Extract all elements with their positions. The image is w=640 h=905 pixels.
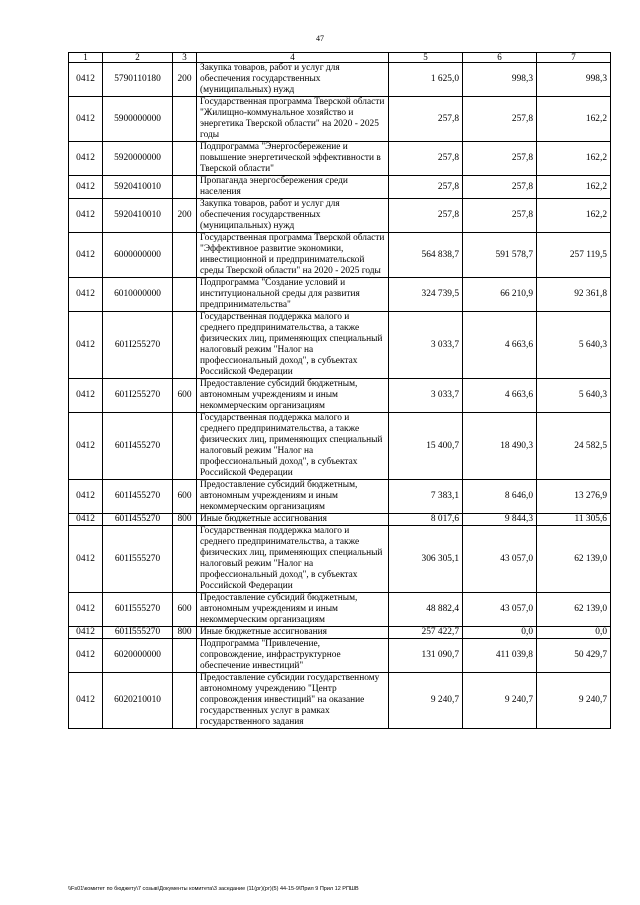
target-article-cell: 5790110180 [103,63,173,97]
expense-type-cell: 800 [173,627,197,639]
table-row [69,526,611,593]
amount-year1-cell: 48 882,4 [389,593,463,627]
name-cell: Государственная поддержка малого и среднего предпринимательства, а также физических лиц, применяющих специальный налоговый режим "Налог на профессиональный доход", в субъектах Российской Федерации [197,312,389,379]
name-cell: Предоставление субсидий бюджетным, автономным учреждениям и иным некоммерческим организациям [197,480,389,514]
name-cell: Подпрограмма "Создание условий и институциональной среды для развития предпринимательства" [197,278,389,312]
name-cell: Государственная поддержка малого и среднего предпринимательства, а также физических лиц, применяющих специальный налоговый режим "Налог на профессиональный доход", в субъектах Российской Федерации [197,413,389,480]
amount-year3-cell: 162,2 [537,199,611,233]
target-article-cell: 601I555270 [103,593,173,627]
amount-year3-cell: 92 361,8 [537,278,611,312]
name-cell: Предоставление субсидии государственному автономному учреждению "Центр сопровождения инвестиций" на оказание государственных услуг в рамках государственного задания [197,673,389,729]
section-code-cell: 0412 [69,514,103,526]
amount-year3-cell: 62 139,0 [537,593,611,627]
col-header-7: 7 [537,53,611,63]
col-header-4: 4 [197,53,389,63]
amount-year1-cell: 15 400,7 [389,413,463,480]
col-header-3: 3 [173,53,197,63]
amount-year1-cell: 8 017,6 [389,514,463,526]
table-body [69,63,611,729]
footer-path: \\Fs01\комитет по бюджету\7 созыв\Документы комитета\3 заседание (11(рг)(рг)(5) 44-15-9\Прил 9 Прил 12 РПШВ [68,886,359,892]
target-article-cell: 6010000000 [103,278,173,312]
amount-year2-cell: 257,8 [463,176,537,199]
table-row [69,413,611,480]
table-row [69,97,611,142]
col-header-5: 5 [389,53,463,63]
name-cell: Пропаганда энергосбережения среди населения [197,176,389,199]
amount-year1-cell: 1 625,0 [389,63,463,97]
amount-year2-cell: 998,3 [463,63,537,97]
section-code-cell: 0412 [69,673,103,729]
amount-year2-cell: 257,8 [463,199,537,233]
table-row [69,627,611,639]
expense-type-cell [173,526,197,593]
amount-year3-cell: 162,2 [537,97,611,142]
col-header-1: 1 [69,53,103,63]
target-article-cell: 5920410010 [103,199,173,233]
table-row [69,278,611,312]
amount-year1-cell: 257,8 [389,142,463,176]
expense-type-cell: 200 [173,199,197,233]
expense-type-cell: 200 [173,63,197,97]
amount-year3-cell: 11 305,6 [537,514,611,526]
amount-year1-cell: 3 033,7 [389,379,463,413]
amount-year3-cell: 162,2 [537,142,611,176]
table-row [69,639,611,673]
amount-year3-cell: 24 582,5 [537,413,611,480]
expense-type-cell [173,278,197,312]
name-cell: Предоставление субсидий бюджетным, автономным учреждениям и иным некоммерческим организациям [197,379,389,413]
budget-table [68,52,611,729]
amount-year2-cell: 9 844,3 [463,514,537,526]
amount-year1-cell: 257,8 [389,176,463,199]
table-row [69,176,611,199]
name-cell: Подпрограмма "Привлечение, сопровождение, инфраструктурное обеспечение инвестиций" [197,639,389,673]
name-cell: Закупка товаров, работ и услуг для обеспечения государственных (муниципальных) нужд [197,63,389,97]
expense-type-cell [173,97,197,142]
header-row [69,53,611,63]
section-code-cell: 0412 [69,278,103,312]
amount-year1-cell: 3 033,7 [389,312,463,379]
target-article-cell: 6000000000 [103,233,173,278]
section-code-cell: 0412 [69,199,103,233]
table-row [69,673,611,729]
amount-year2-cell: 43 057,0 [463,526,537,593]
expense-type-cell: 600 [173,480,197,514]
section-code-cell: 0412 [69,413,103,480]
page-number: 47 [316,34,324,43]
section-code-cell: 0412 [69,480,103,514]
name-cell: Государственная программа Тверской области "Жилищно-коммунальное хозяйство и энергетика Тверской области" на 2020 - 2025 годы [197,97,389,142]
amount-year1-cell: 7 383,1 [389,480,463,514]
name-cell: Государственная поддержка малого и среднего предпринимательства, а также физических лиц, применяющих специальный налоговый режим "Налог на профессиональный доход", в субъектах Российской Федерации [197,526,389,593]
table-row [69,233,611,278]
amount-year3-cell: 50 429,7 [537,639,611,673]
amount-year3-cell: 162,2 [537,176,611,199]
expense-type-cell: 800 [173,514,197,526]
amount-year1-cell: 257,8 [389,199,463,233]
section-code-cell: 0412 [69,526,103,593]
expense-type-cell [173,176,197,199]
amount-year1-cell: 324 739,5 [389,278,463,312]
name-cell: Предоставление субсидий бюджетным, автономным учреждениям и иным некоммерческим организациям [197,593,389,627]
section-code-cell: 0412 [69,627,103,639]
amount-year2-cell: 4 663,6 [463,312,537,379]
amount-year1-cell: 564 838,7 [389,233,463,278]
expense-type-cell [173,639,197,673]
amount-year2-cell: 257,8 [463,142,537,176]
section-code-cell: 0412 [69,639,103,673]
section-code-cell: 0412 [69,142,103,176]
amount-year1-cell: 9 240,7 [389,673,463,729]
name-cell: Подпрограмма "Энергосбережение и повышение энергетической эффективности в Тверской области" [197,142,389,176]
amount-year3-cell: 257 119,5 [537,233,611,278]
target-article-cell: 5900000000 [103,97,173,142]
section-code-cell: 0412 [69,176,103,199]
target-article-cell: 601I255270 [103,379,173,413]
target-article-cell: 5920410010 [103,176,173,199]
amount-year2-cell: 9 240,7 [463,673,537,729]
amount-year3-cell: 0,0 [537,627,611,639]
expense-type-cell: 600 [173,379,197,413]
section-code-cell: 0412 [69,593,103,627]
target-article-cell: 6020210010 [103,673,173,729]
target-article-cell: 601I455270 [103,514,173,526]
amount-year2-cell: 18 490,3 [463,413,537,480]
section-code-cell: 0412 [69,312,103,379]
table-row [69,312,611,379]
col-header-2: 2 [103,53,173,63]
amount-year2-cell: 4 663,6 [463,379,537,413]
amount-year2-cell: 66 210,9 [463,278,537,312]
amount-year3-cell: 13 276,9 [537,480,611,514]
section-code-cell: 0412 [69,233,103,278]
expense-type-cell: 600 [173,593,197,627]
amount-year2-cell: 8 646,0 [463,480,537,514]
table-row [69,514,611,526]
target-article-cell: 601I455270 [103,480,173,514]
target-article-cell: 601I255270 [103,312,173,379]
name-cell: Иные бюджетные ассигнования [197,627,389,639]
section-code-cell: 0412 [69,97,103,142]
target-article-cell: 6020000000 [103,639,173,673]
target-article-cell: 5920000000 [103,142,173,176]
amount-year3-cell: 998,3 [537,63,611,97]
section-code-cell: 0412 [69,63,103,97]
col-header-6: 6 [463,53,537,63]
amount-year1-cell: 131 090,7 [389,639,463,673]
amount-year3-cell: 5 640,3 [537,379,611,413]
expense-type-cell [173,413,197,480]
expense-type-cell [173,142,197,176]
name-cell: Закупка товаров, работ и услуг для обеспечения государственных (муниципальных) нужд [197,199,389,233]
expense-type-cell [173,233,197,278]
expense-type-cell [173,673,197,729]
amount-year2-cell: 591 578,7 [463,233,537,278]
target-article-cell: 601I455270 [103,413,173,480]
table-row [69,199,611,233]
table-row [69,142,611,176]
target-article-cell: 601I555270 [103,526,173,593]
amount-year1-cell: 257,8 [389,97,463,142]
name-cell: Государственная программа Тверской области "Эффективное развитие экономики, инвестиционной и предпринимательской среды Тверской области" на 2020 - 2025 годы [197,233,389,278]
table-row [69,379,611,413]
amount-year2-cell: 43 057,0 [463,593,537,627]
amount-year3-cell: 62 139,0 [537,526,611,593]
amount-year2-cell: 257,8 [463,97,537,142]
amount-year2-cell: 411 039,8 [463,639,537,673]
table-row [69,63,611,97]
amount-year1-cell: 257 422,7 [389,627,463,639]
target-article-cell: 601I555270 [103,627,173,639]
table-row [69,480,611,514]
amount-year1-cell: 306 305,1 [389,526,463,593]
section-code-cell: 0412 [69,379,103,413]
expense-type-cell [173,312,197,379]
amount-year3-cell: 9 240,7 [537,673,611,729]
table-row [69,593,611,627]
name-cell: Иные бюджетные ассигнования [197,514,389,526]
amount-year2-cell: 0,0 [463,627,537,639]
amount-year3-cell: 5 640,3 [537,312,611,379]
